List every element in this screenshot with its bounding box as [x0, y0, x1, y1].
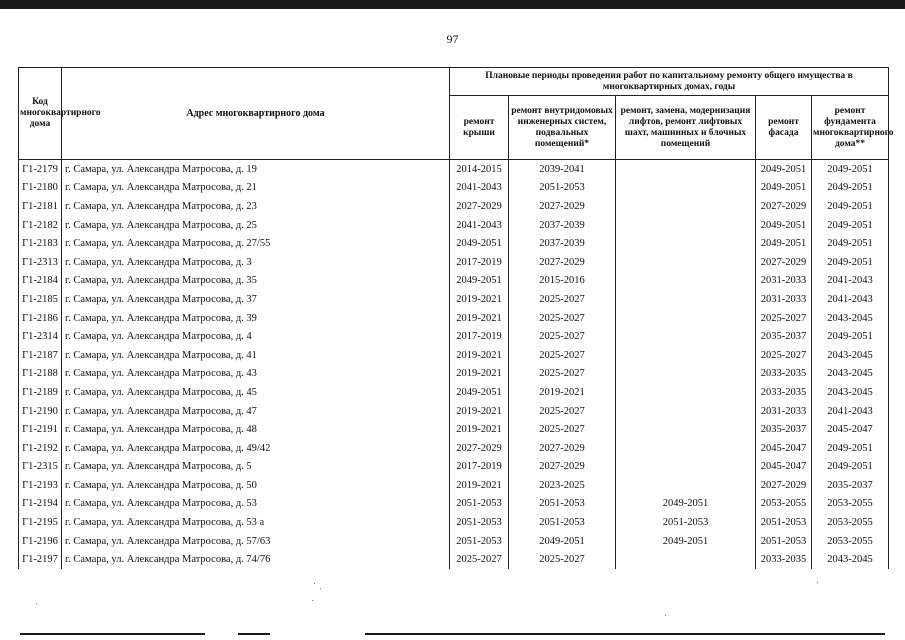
- lifts-period-cell: [616, 346, 756, 365]
- systems-period-cell: 2027-2029: [509, 253, 616, 272]
- systems-period-cell: 2027-2029: [509, 458, 616, 477]
- systems-period-cell: 2025-2027: [509, 420, 616, 439]
- lifts-period-cell: [616, 476, 756, 495]
- roof-period-cell: 2019-2021: [450, 346, 509, 365]
- lifts-period-cell: [616, 402, 756, 421]
- address-cell: г. Самара, ул. Александра Матросова, д. 50: [62, 476, 450, 495]
- scan-speck: [36, 603, 37, 604]
- systems-period-cell: 2025-2027: [509, 290, 616, 309]
- roof-period-cell: 2051-2053: [450, 495, 509, 514]
- foundation-period-cell: 2045-2047: [812, 420, 889, 439]
- work-periods-group-header: Плановые периоды проведения работ по капитальному ремонту общего имущества в многоквартирных домах, годы: [450, 68, 889, 96]
- address-cell: г. Самара, ул. Александра Матросова, д. 23: [62, 197, 450, 216]
- systems-period-cell: 2051-2053: [509, 513, 616, 532]
- house-code-cell: Г1-2182: [19, 216, 62, 235]
- facade-period-cell: 2027-2029: [756, 253, 812, 272]
- systems-period-cell: 2039-2041: [509, 160, 616, 179]
- systems-period-cell: 2037-2039: [509, 234, 616, 253]
- systems-period-cell: 2025-2027: [509, 365, 616, 384]
- address-cell: г. Самара, ул. Александра Матросова, д. 43: [62, 365, 450, 384]
- systems-period-cell: 2023-2025: [509, 476, 616, 495]
- address-cell: г. Самара, ул. Александра Матросова, д. 47: [62, 402, 450, 421]
- roof-period-cell: 2019-2021: [450, 420, 509, 439]
- address-cell: г. Самара, ул. Александра Матросова, д. 39: [62, 309, 450, 328]
- foundation-period-cell: 2049-2051: [812, 327, 889, 346]
- table-row: [19, 513, 889, 532]
- address-cell: г. Самара, ул. Александра Матросова, д. 74/76: [62, 550, 450, 569]
- systems-period-cell: 2027-2029: [509, 197, 616, 216]
- facade-period-cell: 2033-2035: [756, 550, 812, 569]
- lifts-period-cell: [616, 253, 756, 272]
- lifts-period-cell: [616, 439, 756, 458]
- roof-repair-header: ремонт крыши: [450, 96, 509, 160]
- lifts-period-cell: [616, 272, 756, 291]
- facade-period-cell: 2031-2033: [756, 402, 812, 421]
- lifts-period-cell: [616, 197, 756, 216]
- foundation-period-cell: 2053-2055: [812, 495, 889, 514]
- scan-speck: [498, 441, 499, 442]
- roof-period-cell: 2019-2021: [450, 402, 509, 421]
- foundation-period-cell: 2043-2045: [812, 346, 889, 365]
- address-cell: г. Самара, ул. Александра Матросова, д. 41: [62, 346, 450, 365]
- facade-period-cell: 2035-2037: [756, 327, 812, 346]
- facade-period-cell: 2031-2033: [756, 272, 812, 291]
- facade-period-cell: 2053-2055: [756, 495, 812, 514]
- table-row: [19, 458, 889, 477]
- house-code-cell: Г1-2180: [19, 179, 62, 198]
- address-cell: г. Самара, ул. Александра Матросова, д. 3: [62, 253, 450, 272]
- table-row: [19, 532, 889, 551]
- foundation-period-cell: 2053-2055: [812, 532, 889, 551]
- lifts-period-cell: [616, 290, 756, 309]
- house-code-cell: Г1-2314: [19, 327, 62, 346]
- house-code-cell: Г1-2190: [19, 402, 62, 421]
- systems-period-cell: 2025-2027: [509, 402, 616, 421]
- house-code-cell: Г1-2191: [19, 420, 62, 439]
- systems-period-cell: 2025-2027: [509, 309, 616, 328]
- lifts-period-cell: [616, 160, 756, 179]
- systems-period-cell: 2025-2027: [509, 327, 616, 346]
- scan-speck: [817, 582, 818, 583]
- capital-repair-schedule-table: [18, 67, 894, 569]
- house-code-cell: Г1-2181: [19, 197, 62, 216]
- facade-period-cell: 2049-2051: [756, 179, 812, 198]
- systems-period-cell: 2015-2016: [509, 272, 616, 291]
- roof-period-cell: 2027-2029: [450, 439, 509, 458]
- roof-period-cell: 2019-2021: [450, 290, 509, 309]
- roof-period-cell: 2017-2019: [450, 458, 509, 477]
- facade-period-cell: 2033-2035: [756, 365, 812, 384]
- roof-period-cell: 2041-2043: [450, 179, 509, 198]
- table-row: [19, 439, 889, 458]
- scan-top-border: [0, 0, 905, 9]
- lifts-period-cell: [616, 458, 756, 477]
- facade-period-cell: 2045-2047: [756, 439, 812, 458]
- roof-period-cell: 2041-2043: [450, 216, 509, 235]
- roof-period-cell: 2049-2051: [450, 383, 509, 402]
- address-cell: г. Самара, ул. Александра Матросова, д. 53: [62, 495, 450, 514]
- address-cell: г. Самара, ул. Александра Матросова, д. 35: [62, 272, 450, 291]
- table-row: [19, 179, 889, 198]
- facade-period-cell: 2025-2027: [756, 346, 812, 365]
- systems-period-cell: 2019-2021: [509, 383, 616, 402]
- table-row: [19, 290, 889, 309]
- house-code-cell: Г1-2179: [19, 160, 62, 179]
- house-code-cell: Г1-2196: [19, 532, 62, 551]
- table-row: [19, 346, 889, 365]
- address-cell: г. Самара, ул. Александра Матросова, д. 53 а: [62, 513, 450, 532]
- address-cell: г. Самара, ул. Александра Матросова, д. 25: [62, 216, 450, 235]
- foundation-period-cell: 2041-2043: [812, 290, 889, 309]
- systems-period-cell: 2027-2029: [509, 439, 616, 458]
- lifts-period-cell: [616, 327, 756, 346]
- roof-period-cell: 2027-2029: [450, 197, 509, 216]
- house-code-cell: Г1-2184: [19, 272, 62, 291]
- lifts-period-cell: [616, 216, 756, 235]
- address-column-header: Адрес многоквартирного дома: [62, 68, 450, 160]
- table-row: [19, 383, 889, 402]
- foundation-period-cell: 2049-2051: [812, 179, 889, 198]
- scan-speck: [320, 588, 321, 589]
- facade-period-cell: 2027-2029: [756, 476, 812, 495]
- house-code-cell: Г1-2195: [19, 513, 62, 532]
- systems-period-cell: 2037-2039: [509, 216, 616, 235]
- roof-period-cell: 2017-2019: [450, 327, 509, 346]
- roof-period-cell: 2014-2015: [450, 160, 509, 179]
- facade-period-cell: 2049-2051: [756, 234, 812, 253]
- roof-period-cell: 2051-2053: [450, 532, 509, 551]
- foundation-period-cell: 2049-2051: [812, 253, 889, 272]
- lifts-period-cell: [616, 179, 756, 198]
- address-cell: г. Самара, ул. Александра Матросова, д. 4: [62, 327, 450, 346]
- table-row: [19, 476, 889, 495]
- facade-period-cell: 2035-2037: [756, 420, 812, 439]
- foundation-period-cell: 2049-2051: [812, 458, 889, 477]
- foundation-period-cell: 2043-2045: [812, 383, 889, 402]
- lifts-period-cell: 2049-2051: [616, 495, 756, 514]
- page-number: 97: [446, 32, 459, 46]
- foundation-period-cell: 2043-2045: [812, 550, 889, 569]
- systems-period-cell: 2049-2051: [509, 532, 616, 551]
- facade-period-cell: 2033-2035: [756, 383, 812, 402]
- foundation-period-cell: 2049-2051: [812, 234, 889, 253]
- lifts-period-cell: 2049-2051: [616, 532, 756, 551]
- lifts-period-cell: [616, 550, 756, 569]
- scan-speck: [314, 583, 315, 584]
- scan-speck: [665, 615, 666, 616]
- table-row: [19, 309, 889, 328]
- address-cell: г. Самара, ул. Александра Матросова, д. 19: [62, 160, 450, 179]
- house-code-cell: Г1-2185: [19, 290, 62, 309]
- facade-period-cell: 2025-2027: [756, 309, 812, 328]
- roof-period-cell: 2049-2051: [450, 234, 509, 253]
- table-row: [19, 253, 889, 272]
- house-code-cell: Г1-2183: [19, 234, 62, 253]
- table-row: [19, 550, 889, 569]
- address-cell: г. Самара, ул. Александра Матросова, д. 48: [62, 420, 450, 439]
- table-row: [19, 234, 889, 253]
- systems-period-cell: 2025-2027: [509, 550, 616, 569]
- roof-period-cell: 2017-2019: [450, 253, 509, 272]
- systems-period-cell: 2025-2027: [509, 346, 616, 365]
- scan-bottom-line: [365, 633, 885, 635]
- systems-period-cell: 2051-2053: [509, 495, 616, 514]
- address-cell: г. Самара, ул. Александра Матросова, д. 37: [62, 290, 450, 309]
- foundation-period-cell: 2043-2045: [812, 365, 889, 384]
- facade-period-cell: 2049-2051: [756, 216, 812, 235]
- roof-period-cell: 2025-2027: [450, 550, 509, 569]
- foundation-period-cell: 2035-2037: [812, 476, 889, 495]
- roof-period-cell: 2019-2021: [450, 365, 509, 384]
- foundation-repair-header: ремонт фундамента многоквартирного дома**: [812, 96, 889, 160]
- table-row: [19, 495, 889, 514]
- facade-period-cell: 2051-2053: [756, 532, 812, 551]
- lifts-period-cell: [616, 365, 756, 384]
- house-code-cell: Г1-2186: [19, 309, 62, 328]
- foundation-period-cell: 2043-2045: [812, 309, 889, 328]
- lifts-period-cell: [616, 234, 756, 253]
- engineering-systems-header: ремонт внутридомовых инженерных систем, подвальных помещений*: [509, 96, 616, 160]
- house-code-cell: Г1-2313: [19, 253, 62, 272]
- table-row: [19, 197, 889, 216]
- house-code-cell: Г1-2315: [19, 458, 62, 477]
- facade-period-cell: 2027-2029: [756, 197, 812, 216]
- lifts-period-cell: [616, 420, 756, 439]
- systems-period-cell: 2051-2053: [509, 179, 616, 198]
- foundation-period-cell: 2053-2055: [812, 513, 889, 532]
- foundation-period-cell: 2049-2051: [812, 439, 889, 458]
- roof-period-cell: 2049-2051: [450, 272, 509, 291]
- table-row: [19, 365, 889, 384]
- house-code-cell: Г1-2194: [19, 495, 62, 514]
- lifts-period-cell: [616, 383, 756, 402]
- house-code-cell: Г1-2197: [19, 550, 62, 569]
- facade-period-cell: 2045-2047: [756, 458, 812, 477]
- table-row: [19, 327, 889, 346]
- foundation-period-cell: 2041-2043: [812, 402, 889, 421]
- address-cell: г. Самара, ул. Александра Матросова, д. 27/55: [62, 234, 450, 253]
- address-cell: г. Самара, ул. Александра Матросова, д. 49/42: [62, 439, 450, 458]
- house-code-cell: Г1-2189: [19, 383, 62, 402]
- scan-bottom-line: [20, 633, 205, 635]
- table-row: [19, 272, 889, 291]
- address-cell: г. Самара, ул. Александра Матросова, д. 5: [62, 458, 450, 477]
- table-row: [19, 216, 889, 235]
- lifts-period-cell: [616, 309, 756, 328]
- table-row: [19, 402, 889, 421]
- facade-period-cell: 2031-2033: [756, 290, 812, 309]
- house-code-cell: Г1-2187: [19, 346, 62, 365]
- address-cell: г. Самара, ул. Александра Матросова, д. 21: [62, 179, 450, 198]
- house-code-cell: Г1-2188: [19, 365, 62, 384]
- lifts-period-cell: 2051-2053: [616, 513, 756, 532]
- table-row: [19, 160, 889, 179]
- address-cell: г. Самара, ул. Александра Матросова, д. 45: [62, 383, 450, 402]
- roof-period-cell: 2051-2053: [450, 513, 509, 532]
- foundation-period-cell: 2049-2051: [812, 160, 889, 179]
- facade-period-cell: 2049-2051: [756, 160, 812, 179]
- house-code-cell: Г1-2192: [19, 439, 62, 458]
- foundation-period-cell: 2049-2051: [812, 197, 889, 216]
- roof-period-cell: 2019-2021: [450, 476, 509, 495]
- facade-repair-header: ремонт фасада: [756, 96, 812, 160]
- facade-period-cell: 2051-2053: [756, 513, 812, 532]
- address-cell: г. Самара, ул. Александра Матросова, д. 57/63: [62, 532, 450, 551]
- foundation-period-cell: 2041-2043: [812, 272, 889, 291]
- scan-bottom-line: [238, 633, 270, 635]
- roof-period-cell: 2019-2021: [450, 309, 509, 328]
- table-row: [19, 420, 889, 439]
- code-column-header: Код многоквартирного дома: [19, 68, 62, 160]
- foundation-period-cell: 2049-2051: [812, 216, 889, 235]
- lift-repair-header: ремонт, замена, модернизация лифтов, ремонт лифтовых шахт, машинных и блочных помещений: [616, 96, 756, 160]
- house-code-cell: Г1-2193: [19, 476, 62, 495]
- scan-speck: [312, 600, 313, 601]
